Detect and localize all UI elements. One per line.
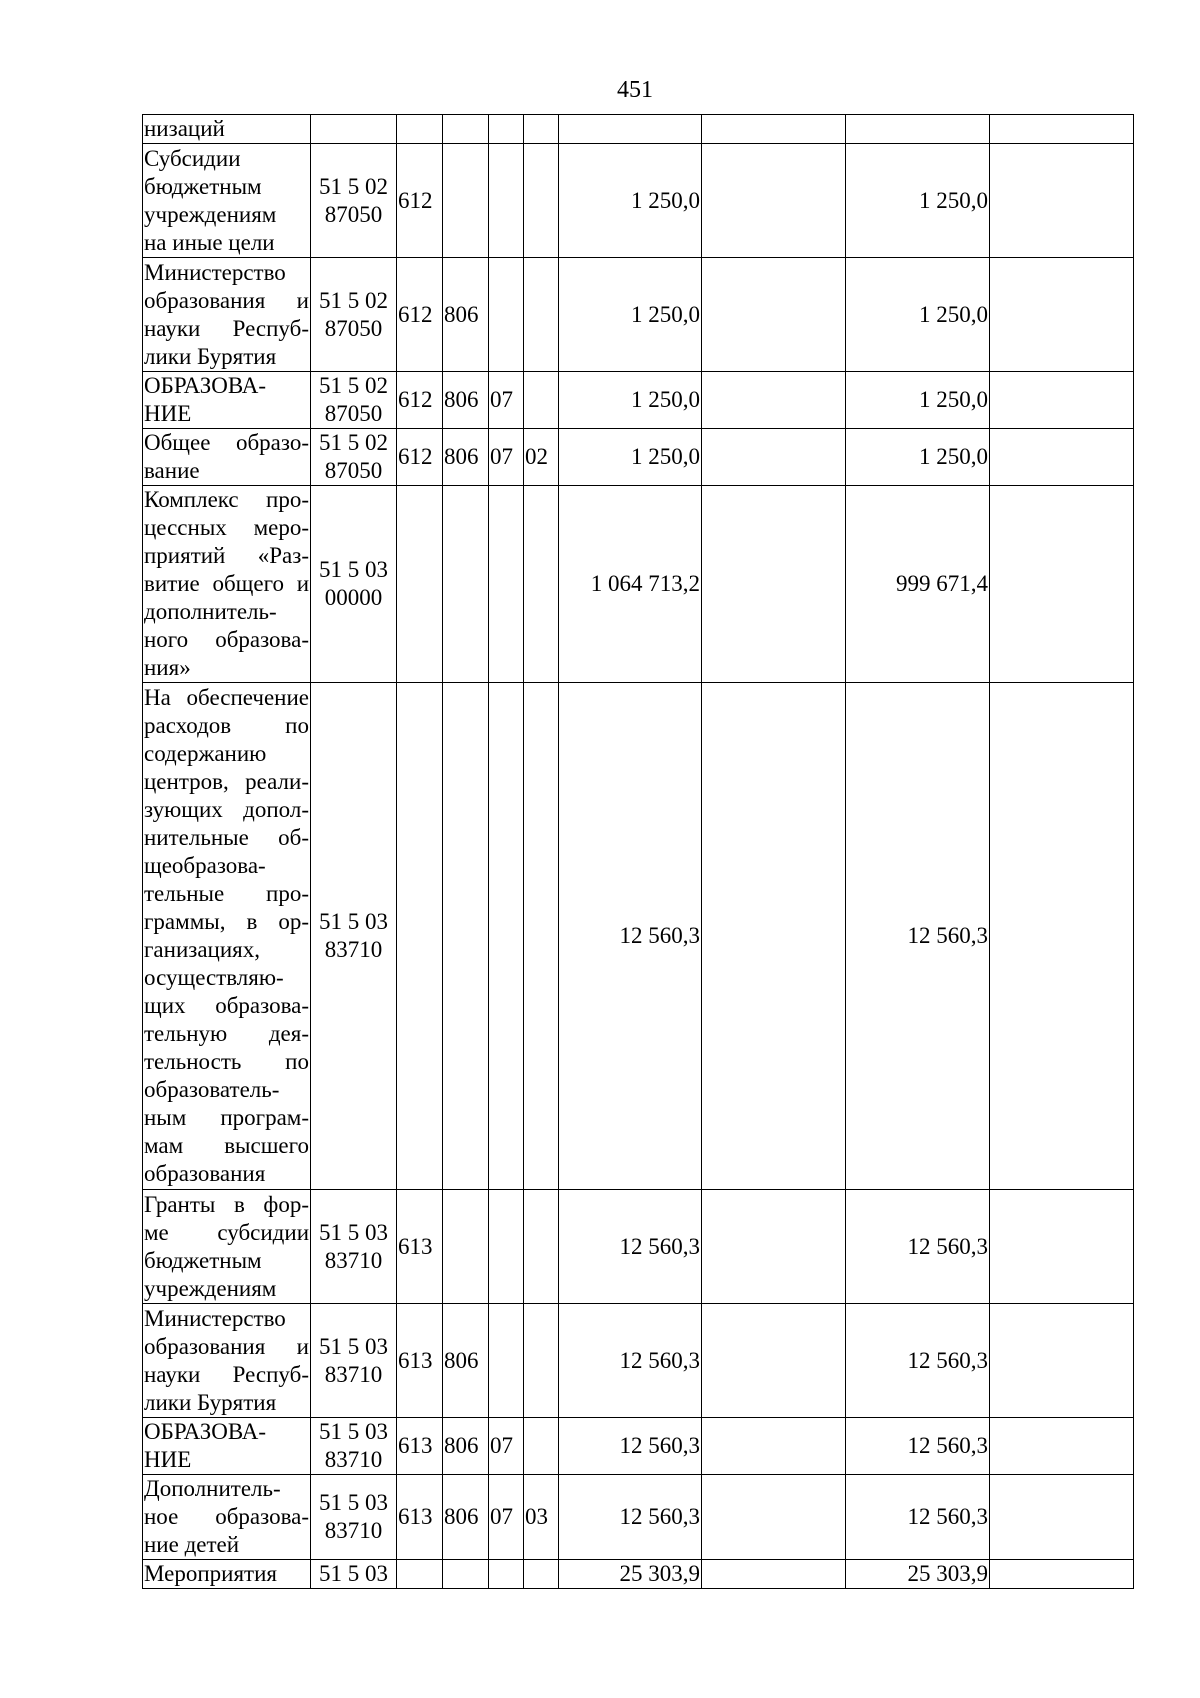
row-name-line: науки Респуб- (144, 315, 309, 341)
row-name-line: центров, реали- (144, 769, 309, 794)
row-rz (489, 258, 524, 372)
table-row (143, 683, 1134, 1190)
row-name-line: тельность по (144, 1049, 309, 1074)
row-name (143, 429, 311, 486)
row-empty-2 (990, 1418, 1134, 1475)
row-empty-1 (702, 1304, 846, 1418)
row-code-text: 51 5 03 00000 (319, 557, 388, 610)
row-name-line: учреждениям (144, 201, 277, 227)
table-row (143, 1190, 1134, 1304)
row-vr (397, 1560, 443, 1589)
row-name-line: Гранты в фор- (144, 1191, 309, 1217)
row-name (143, 1418, 311, 1475)
row-vr: 612 (397, 372, 443, 429)
row-empty-2 (990, 1190, 1134, 1304)
row-code (311, 1190, 397, 1304)
table-row (143, 258, 1134, 372)
row-sum-2: 25 303,9 (846, 1560, 990, 1589)
row-vr: 612 (397, 258, 443, 372)
row-name-line: ОБРАЗОВА- (144, 373, 266, 398)
row-empty-2 (990, 1304, 1134, 1418)
row-name-line: Субсидии (144, 145, 241, 171)
row-empty-2 (990, 429, 1134, 486)
row-vr: 613 (397, 1190, 443, 1304)
row-empty-2 (990, 1475, 1134, 1560)
row-code-text: 51 5 02 87050 (319, 173, 388, 227)
row-name-line: витие общего и (144, 571, 309, 596)
row-vr: 613 (397, 1475, 443, 1560)
table-row (143, 144, 1134, 258)
row-name-line: расходов по (144, 713, 309, 738)
row-rz (489, 1304, 524, 1418)
row-name-line: тельную дея- (144, 1021, 309, 1046)
table-row (143, 1304, 1134, 1418)
row-code-text: 51 5 03 83710 (319, 909, 388, 962)
row-pr (524, 1560, 559, 1589)
row-name-line: образователь- (144, 1077, 280, 1102)
row-name-line: ние детей (144, 1532, 240, 1557)
row-name (143, 258, 311, 372)
row-sum-2: 12 560,3 (846, 683, 990, 1190)
row-name (143, 1560, 311, 1589)
row-vr (397, 115, 443, 144)
row-grbs: 806 (443, 258, 489, 372)
row-empty-1 (702, 429, 846, 486)
row-name-line: образования и (144, 1333, 309, 1359)
row-name-line: осуществляю- (144, 965, 284, 990)
row-grbs (443, 683, 489, 1190)
row-empty-2 (990, 115, 1134, 144)
row-name-line: образования (144, 1161, 266, 1186)
row-code (311, 1560, 397, 1589)
row-vr: 613 (397, 1304, 443, 1418)
row-grbs: 806 (443, 429, 489, 486)
row-sum-1: 1 250,0 (559, 144, 702, 258)
row-name-line: приятий «Раз- (144, 543, 309, 568)
row-name-line: бюджетным (144, 173, 262, 199)
row-grbs (443, 115, 489, 144)
row-sum-2: 1 250,0 (846, 429, 990, 486)
row-empty-1 (702, 115, 846, 144)
row-sum-1: 12 560,3 (559, 1475, 702, 1560)
row-name (143, 683, 311, 1190)
row-code (311, 486, 397, 683)
row-sum-1: 1 250,0 (559, 372, 702, 429)
table-row (143, 115, 1134, 144)
row-code-text: 51 5 03 83710 (319, 1419, 388, 1472)
row-sum-2: 999 671,4 (846, 486, 990, 683)
row-sum-1: 12 560,3 (559, 1418, 702, 1475)
row-grbs: 806 (443, 1475, 489, 1560)
row-grbs: 806 (443, 1304, 489, 1418)
row-name-line: тельные про- (144, 881, 309, 906)
row-grbs (443, 1560, 489, 1589)
row-name-line: дополнитель- (144, 599, 277, 624)
row-vr: 612 (397, 429, 443, 486)
row-name-line: лики Бурятия (144, 1389, 277, 1415)
row-name-line: низаций (144, 116, 225, 141)
row-name-line: Министерство (144, 259, 286, 285)
row-sum-1: 1 064 713,2 (559, 486, 702, 683)
row-name-line: содержанию (144, 741, 267, 766)
budget-table-body (143, 115, 1134, 1589)
row-code (311, 372, 397, 429)
row-code-text: 51 5 02 87050 (319, 287, 388, 341)
row-name-line: граммы, в ор- (144, 909, 309, 934)
row-grbs: 806 (443, 372, 489, 429)
row-rz (489, 144, 524, 258)
row-empty-2 (990, 144, 1134, 258)
row-rz: 07 (489, 1475, 524, 1560)
row-name-line: ного образова- (144, 627, 309, 652)
row-empty-1 (702, 1418, 846, 1475)
row-name-line: науки Респуб- (144, 1361, 309, 1387)
row-rz (489, 486, 524, 683)
row-sum-2: 1 250,0 (846, 372, 990, 429)
row-name (143, 115, 311, 144)
row-name-line: НИЕ (144, 401, 192, 426)
row-vr: 612 (397, 144, 443, 258)
row-sum-1: 25 303,9 (559, 1560, 702, 1589)
row-sum-2: 12 560,3 (846, 1475, 990, 1560)
row-sum-2: 1 250,0 (846, 144, 990, 258)
row-pr (524, 1304, 559, 1418)
page-number: 451 (617, 77, 653, 103)
row-name-line: Министерство (144, 1305, 286, 1331)
row-name-line: ным програм- (144, 1105, 309, 1130)
row-empty-1 (702, 1190, 846, 1304)
row-rz: 07 (489, 429, 524, 486)
row-grbs (443, 486, 489, 683)
row-name (143, 1304, 311, 1418)
row-grbs (443, 1190, 489, 1304)
row-vr (397, 683, 443, 1190)
table-row (143, 1560, 1134, 1589)
row-rz (489, 1190, 524, 1304)
row-name-line: НИЕ (144, 1447, 192, 1472)
row-name-line: образования и (144, 287, 309, 313)
row-empty-1 (702, 486, 846, 683)
row-empty-2 (990, 372, 1134, 429)
table-row (143, 1475, 1134, 1560)
row-empty-2 (990, 683, 1134, 1190)
row-pr: 02 (524, 429, 559, 486)
row-code (311, 258, 397, 372)
row-name-line: щих образова- (144, 993, 309, 1018)
row-sum-2: 12 560,3 (846, 1190, 990, 1304)
row-pr (524, 683, 559, 1190)
row-rz: 07 (489, 1418, 524, 1475)
row-code (311, 1304, 397, 1418)
row-name-line: Дополнитель- (144, 1476, 281, 1501)
table-row (143, 1418, 1134, 1475)
row-grbs (443, 144, 489, 258)
row-name-line: зующих допол- (144, 797, 309, 822)
row-code (311, 683, 397, 1190)
row-sum-2: 1 250,0 (846, 258, 990, 372)
row-grbs: 806 (443, 1418, 489, 1475)
row-pr (524, 372, 559, 429)
row-sum-1: 1 250,0 (559, 258, 702, 372)
row-code (311, 1418, 397, 1475)
row-vr (397, 486, 443, 683)
row-empty-2 (990, 258, 1134, 372)
row-name-line: Комплекс про- (144, 487, 309, 512)
row-pr (524, 1190, 559, 1304)
row-name (143, 486, 311, 683)
row-name (143, 144, 311, 258)
row-code-text: 51 5 02 87050 (319, 373, 388, 426)
row-name-line: ме субсидии (144, 1219, 309, 1245)
row-sum-1: 12 560,3 (559, 1190, 702, 1304)
row-name (143, 372, 311, 429)
row-empty-1 (702, 372, 846, 429)
row-name-line: на иные цели (144, 229, 275, 255)
row-sum-2: 12 560,3 (846, 1418, 990, 1475)
row-name-line: ОБРАЗОВА- (144, 1419, 266, 1444)
row-name-line: цессных меро- (144, 515, 309, 540)
row-pr (524, 1418, 559, 1475)
row-code (311, 1475, 397, 1560)
row-name-line: лики Бурятия (144, 343, 277, 369)
row-name-line: мам высшего (144, 1133, 309, 1158)
row-code (311, 115, 397, 144)
row-name (143, 1475, 311, 1560)
row-name-line: Общее образо- (144, 430, 309, 455)
row-pr: 03 (524, 1475, 559, 1560)
row-name-line: бюджетным (144, 1247, 262, 1273)
row-rz (489, 1560, 524, 1589)
row-empty-2 (990, 486, 1134, 683)
row-name-line: На обеспечение (144, 685, 309, 710)
row-name-line: нительные об- (144, 825, 309, 850)
row-rz (489, 683, 524, 1190)
row-name-line: вание (144, 458, 200, 483)
table-row (143, 486, 1134, 683)
row-pr (524, 144, 559, 258)
row-sum-1 (559, 115, 702, 144)
row-rz (489, 115, 524, 144)
row-sum-1: 12 560,3 (559, 1304, 702, 1418)
budget-table (142, 114, 1134, 1589)
row-code (311, 429, 397, 486)
row-code-text: 51 5 02 87050 (319, 430, 388, 483)
row-code-text: 51 5 03 83710 (319, 1219, 388, 1273)
row-code-text: 51 5 03 83710 (319, 1333, 388, 1387)
row-pr (524, 258, 559, 372)
row-sum-2 (846, 115, 990, 144)
row-rz: 07 (489, 372, 524, 429)
row-empty-1 (702, 1560, 846, 1589)
row-code-text: 51 5 03 83710 (319, 1490, 388, 1543)
row-empty-2 (990, 1560, 1134, 1589)
row-sum-2: 12 560,3 (846, 1304, 990, 1418)
row-code (311, 144, 397, 258)
row-name-line: учреждениям (144, 1275, 277, 1301)
row-name-line: ния» (144, 655, 191, 680)
row-name-line: щеобразова- (144, 853, 266, 878)
row-empty-1 (702, 144, 846, 258)
row-name (143, 1190, 311, 1304)
row-pr (524, 115, 559, 144)
row-name-line: Мероприятия (144, 1561, 277, 1586)
row-empty-1 (702, 1475, 846, 1560)
row-sum-1: 1 250,0 (559, 429, 702, 486)
row-code-text: 51 5 03 (319, 1561, 388, 1586)
row-vr: 613 (397, 1418, 443, 1475)
row-empty-1 (702, 258, 846, 372)
row-name-line: ганизациях, (144, 937, 260, 962)
row-sum-1: 12 560,3 (559, 683, 702, 1190)
row-empty-1 (702, 683, 846, 1190)
table-row (143, 372, 1134, 429)
table-row (143, 429, 1134, 486)
row-name-line: ное образова- (144, 1504, 309, 1529)
row-pr (524, 486, 559, 683)
